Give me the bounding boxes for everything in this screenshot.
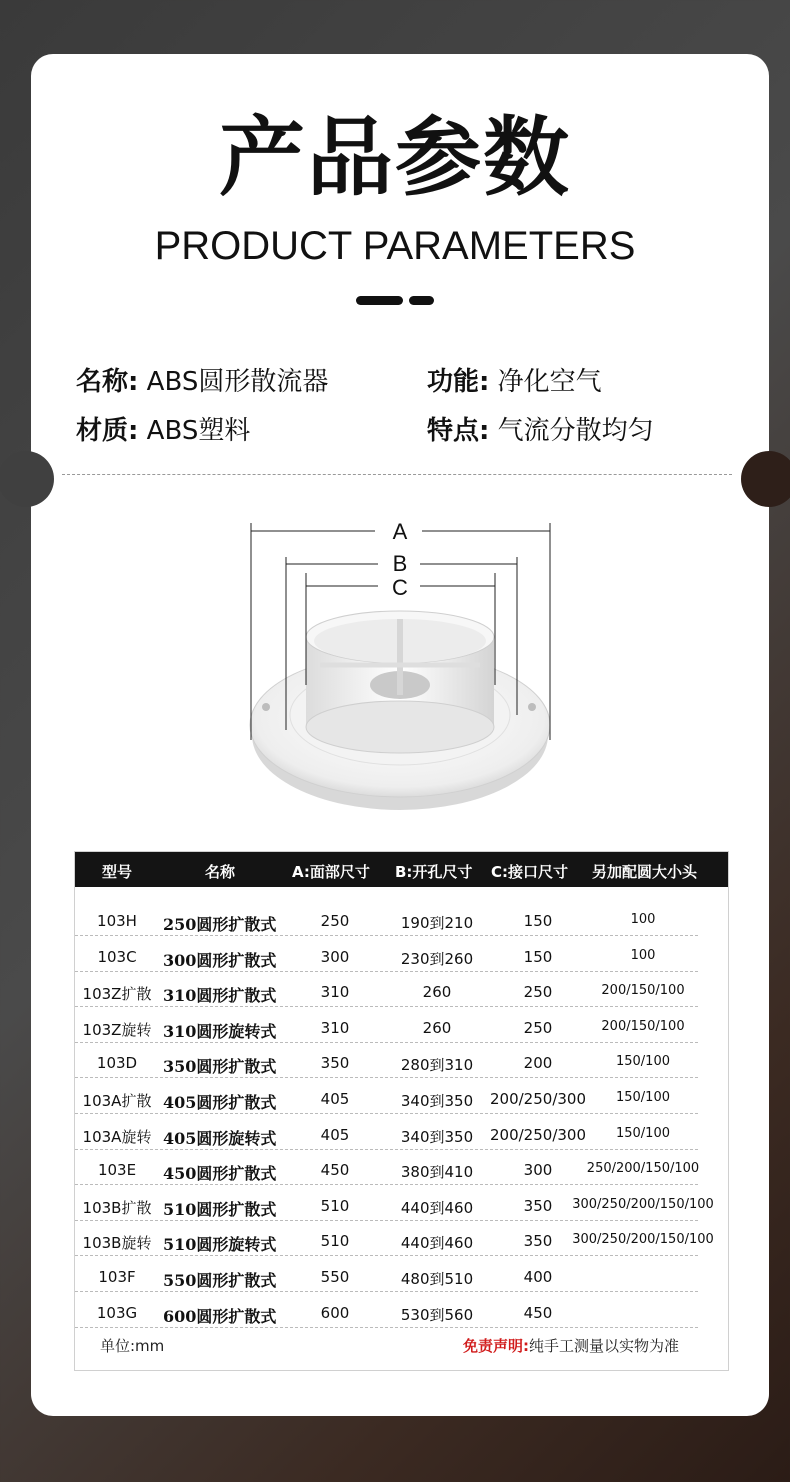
cell-adapter: 100	[630, 912, 656, 927]
unit-note: 单位:mm	[100, 1337, 165, 1355]
disclaimer	[463, 1335, 679, 1356]
cell-model: 103F	[98, 1268, 136, 1286]
cell-adapter: 100	[630, 947, 656, 963]
spec-function-label: 功能:	[427, 367, 490, 397]
cell-model: 103G	[96, 1303, 138, 1322]
cell-port-size: 150	[523, 947, 553, 966]
cell-name: 450圆形扩散式	[163, 1164, 277, 1184]
row-separator	[75, 1327, 698, 1328]
cell-name: 510圆形旋转式	[163, 1235, 277, 1255]
diffuser-diagram	[240, 515, 560, 815]
title-divider-long	[356, 296, 403, 305]
card-notch-left	[0, 451, 54, 507]
table-row	[75, 1292, 728, 1328]
cell-model: 103B扩散	[82, 1198, 152, 1217]
cell-port-size: 250	[523, 983, 553, 1002]
header-model: 型号	[102, 863, 133, 881]
header-hole-size: B:开孔尺寸	[395, 863, 473, 881]
cell-port-size: 200	[523, 1054, 553, 1073]
cell-model: 103B旋转	[82, 1234, 152, 1253]
cell-model: 103Z旋转	[82, 1020, 152, 1039]
cell-adapter: 200/150/100	[601, 1018, 685, 1034]
header-port-size: C:接口尺寸	[491, 863, 569, 881]
cell-face-size: 350	[320, 1054, 350, 1073]
cell-adapter: 150/100	[615, 1125, 671, 1141]
spec-material-value: ABS塑料	[146, 416, 251, 446]
cell-name: 550圆形扩散式	[163, 1271, 277, 1290]
cell-face-size: 300	[320, 947, 350, 966]
spec-name-value: ABS圆形散流器	[146, 367, 329, 397]
cell-face-size: 510	[320, 1232, 350, 1251]
spec-feature-value: 气流分散均匀	[497, 416, 654, 446]
cell-port-size: 350	[523, 1196, 553, 1215]
cell-face-size: 450	[320, 1161, 350, 1180]
cell-face-size: 600	[320, 1303, 350, 1322]
cell-name: 310圆形扩散式	[163, 986, 277, 1006]
cell-face-size: 510	[320, 1196, 350, 1215]
cell-model: 103D	[96, 1054, 138, 1073]
spec-feature-label: 特点:	[427, 416, 490, 446]
cell-adapter: 150/100	[615, 1090, 671, 1105]
cell-adapter: 250/200/150/100	[586, 1161, 700, 1177]
spec-name	[76, 369, 328, 395]
table-row	[75, 1078, 728, 1114]
disclaimer-text: 纯手工测量以实物为准	[529, 1337, 680, 1355]
cell-name: 405圆形旋转式	[163, 1128, 277, 1148]
spec-function-value: 净化空气	[497, 367, 602, 397]
table-row	[75, 1185, 728, 1221]
cell-name: 310圆形旋转式	[163, 1021, 277, 1041]
table-row	[75, 1042, 728, 1078]
cell-face-size: 550	[320, 1268, 350, 1286]
dimension-label-a: A	[392, 519, 408, 544]
cell-hole-size: 260	[422, 1018, 452, 1037]
cell-port-size: 300	[523, 1161, 553, 1180]
dimension-label-b: B	[392, 551, 408, 576]
cell-name: 405圆形扩散式	[163, 1093, 277, 1112]
page-title: 产品参数	[219, 108, 571, 208]
cell-hole-size: 480到510	[400, 1270, 474, 1288]
cell-face-size: 250	[320, 912, 350, 930]
cell-adapter: 300/250/200/150/100	[572, 1196, 714, 1212]
cell-hole-size: 380到410	[400, 1163, 474, 1182]
cell-model: 103E	[97, 1161, 137, 1180]
cell-adapter: 200/150/100	[601, 983, 685, 999]
cell-name: 510圆形扩散式	[163, 1199, 277, 1219]
dimension-label-c: C	[392, 575, 408, 600]
section-divider	[62, 474, 732, 475]
table-row	[75, 1007, 728, 1043]
spec-material-label: 材质:	[76, 416, 139, 446]
cell-port-size: 150	[523, 912, 553, 930]
disclaimer-label: 免责声明:	[463, 1337, 529, 1355]
cell-adapter: 300/250/200/150/100	[572, 1232, 714, 1248]
cell-port-size: 400	[523, 1268, 553, 1286]
header-face-size: A:面部尺寸	[292, 863, 370, 881]
cell-name: 250圆形扩散式	[163, 915, 277, 934]
table-row	[75, 1149, 728, 1185]
cell-adapter: 150/100	[615, 1054, 671, 1070]
cell-hole-size: 340到350	[400, 1127, 474, 1146]
page-subtitle: PRODUCT PARAMETERS	[154, 224, 636, 268]
cell-port-size: 250	[523, 1018, 553, 1037]
cell-port-size: 200/250/300	[490, 1125, 586, 1144]
table-row	[75, 900, 728, 936]
cell-name: 600圆形扩散式	[163, 1306, 277, 1326]
table-row	[75, 1114, 728, 1150]
cell-face-size: 310	[320, 1018, 350, 1037]
header-adapter: 另加配圆大小头	[592, 863, 698, 881]
cell-name: 300圆形扩散式	[163, 950, 277, 970]
parameters-table	[74, 851, 729, 1371]
cell-face-size: 310	[320, 983, 350, 1002]
title-divider-short	[409, 296, 434, 305]
cell-name: 350圆形扩散式	[163, 1057, 277, 1077]
cell-port-size: 350	[523, 1232, 553, 1251]
screw-hole-right	[528, 703, 536, 711]
cell-port-size: 450	[523, 1303, 553, 1322]
spec-function	[427, 369, 602, 395]
cell-face-size: 405	[320, 1125, 350, 1144]
table-row	[75, 1220, 728, 1256]
table-row	[75, 971, 728, 1007]
spec-material	[76, 418, 250, 444]
cell-hole-size: 230到260	[400, 949, 474, 968]
header-name: 名称	[205, 863, 236, 881]
spec-name-label: 名称:	[76, 367, 139, 397]
cell-hole-size: 190到210	[400, 914, 474, 932]
cell-model: 103Z扩散	[82, 985, 152, 1004]
cell-face-size: 405	[320, 1090, 350, 1108]
cell-hole-size: 440到460	[400, 1198, 474, 1217]
cell-hole-size: 280到310	[400, 1056, 474, 1075]
table-row	[75, 936, 728, 972]
spec-feature	[427, 418, 654, 444]
screw-hole-left	[262, 703, 270, 711]
card-notch-right	[741, 451, 790, 507]
cell-hole-size: 530到560	[400, 1305, 474, 1324]
cell-model: 103A扩散	[82, 1092, 152, 1110]
table-header	[75, 852, 728, 887]
cell-model: 103C	[97, 947, 137, 966]
cell-model: 103H	[97, 912, 137, 930]
cell-port-size: 200/250/300	[490, 1090, 586, 1108]
cell-hole-size: 260	[422, 983, 452, 1002]
table-row	[75, 1256, 728, 1292]
cell-hole-size: 440到460	[400, 1234, 474, 1253]
cell-model: 103A旋转	[82, 1127, 152, 1146]
cell-hole-size: 340到350	[400, 1092, 474, 1110]
